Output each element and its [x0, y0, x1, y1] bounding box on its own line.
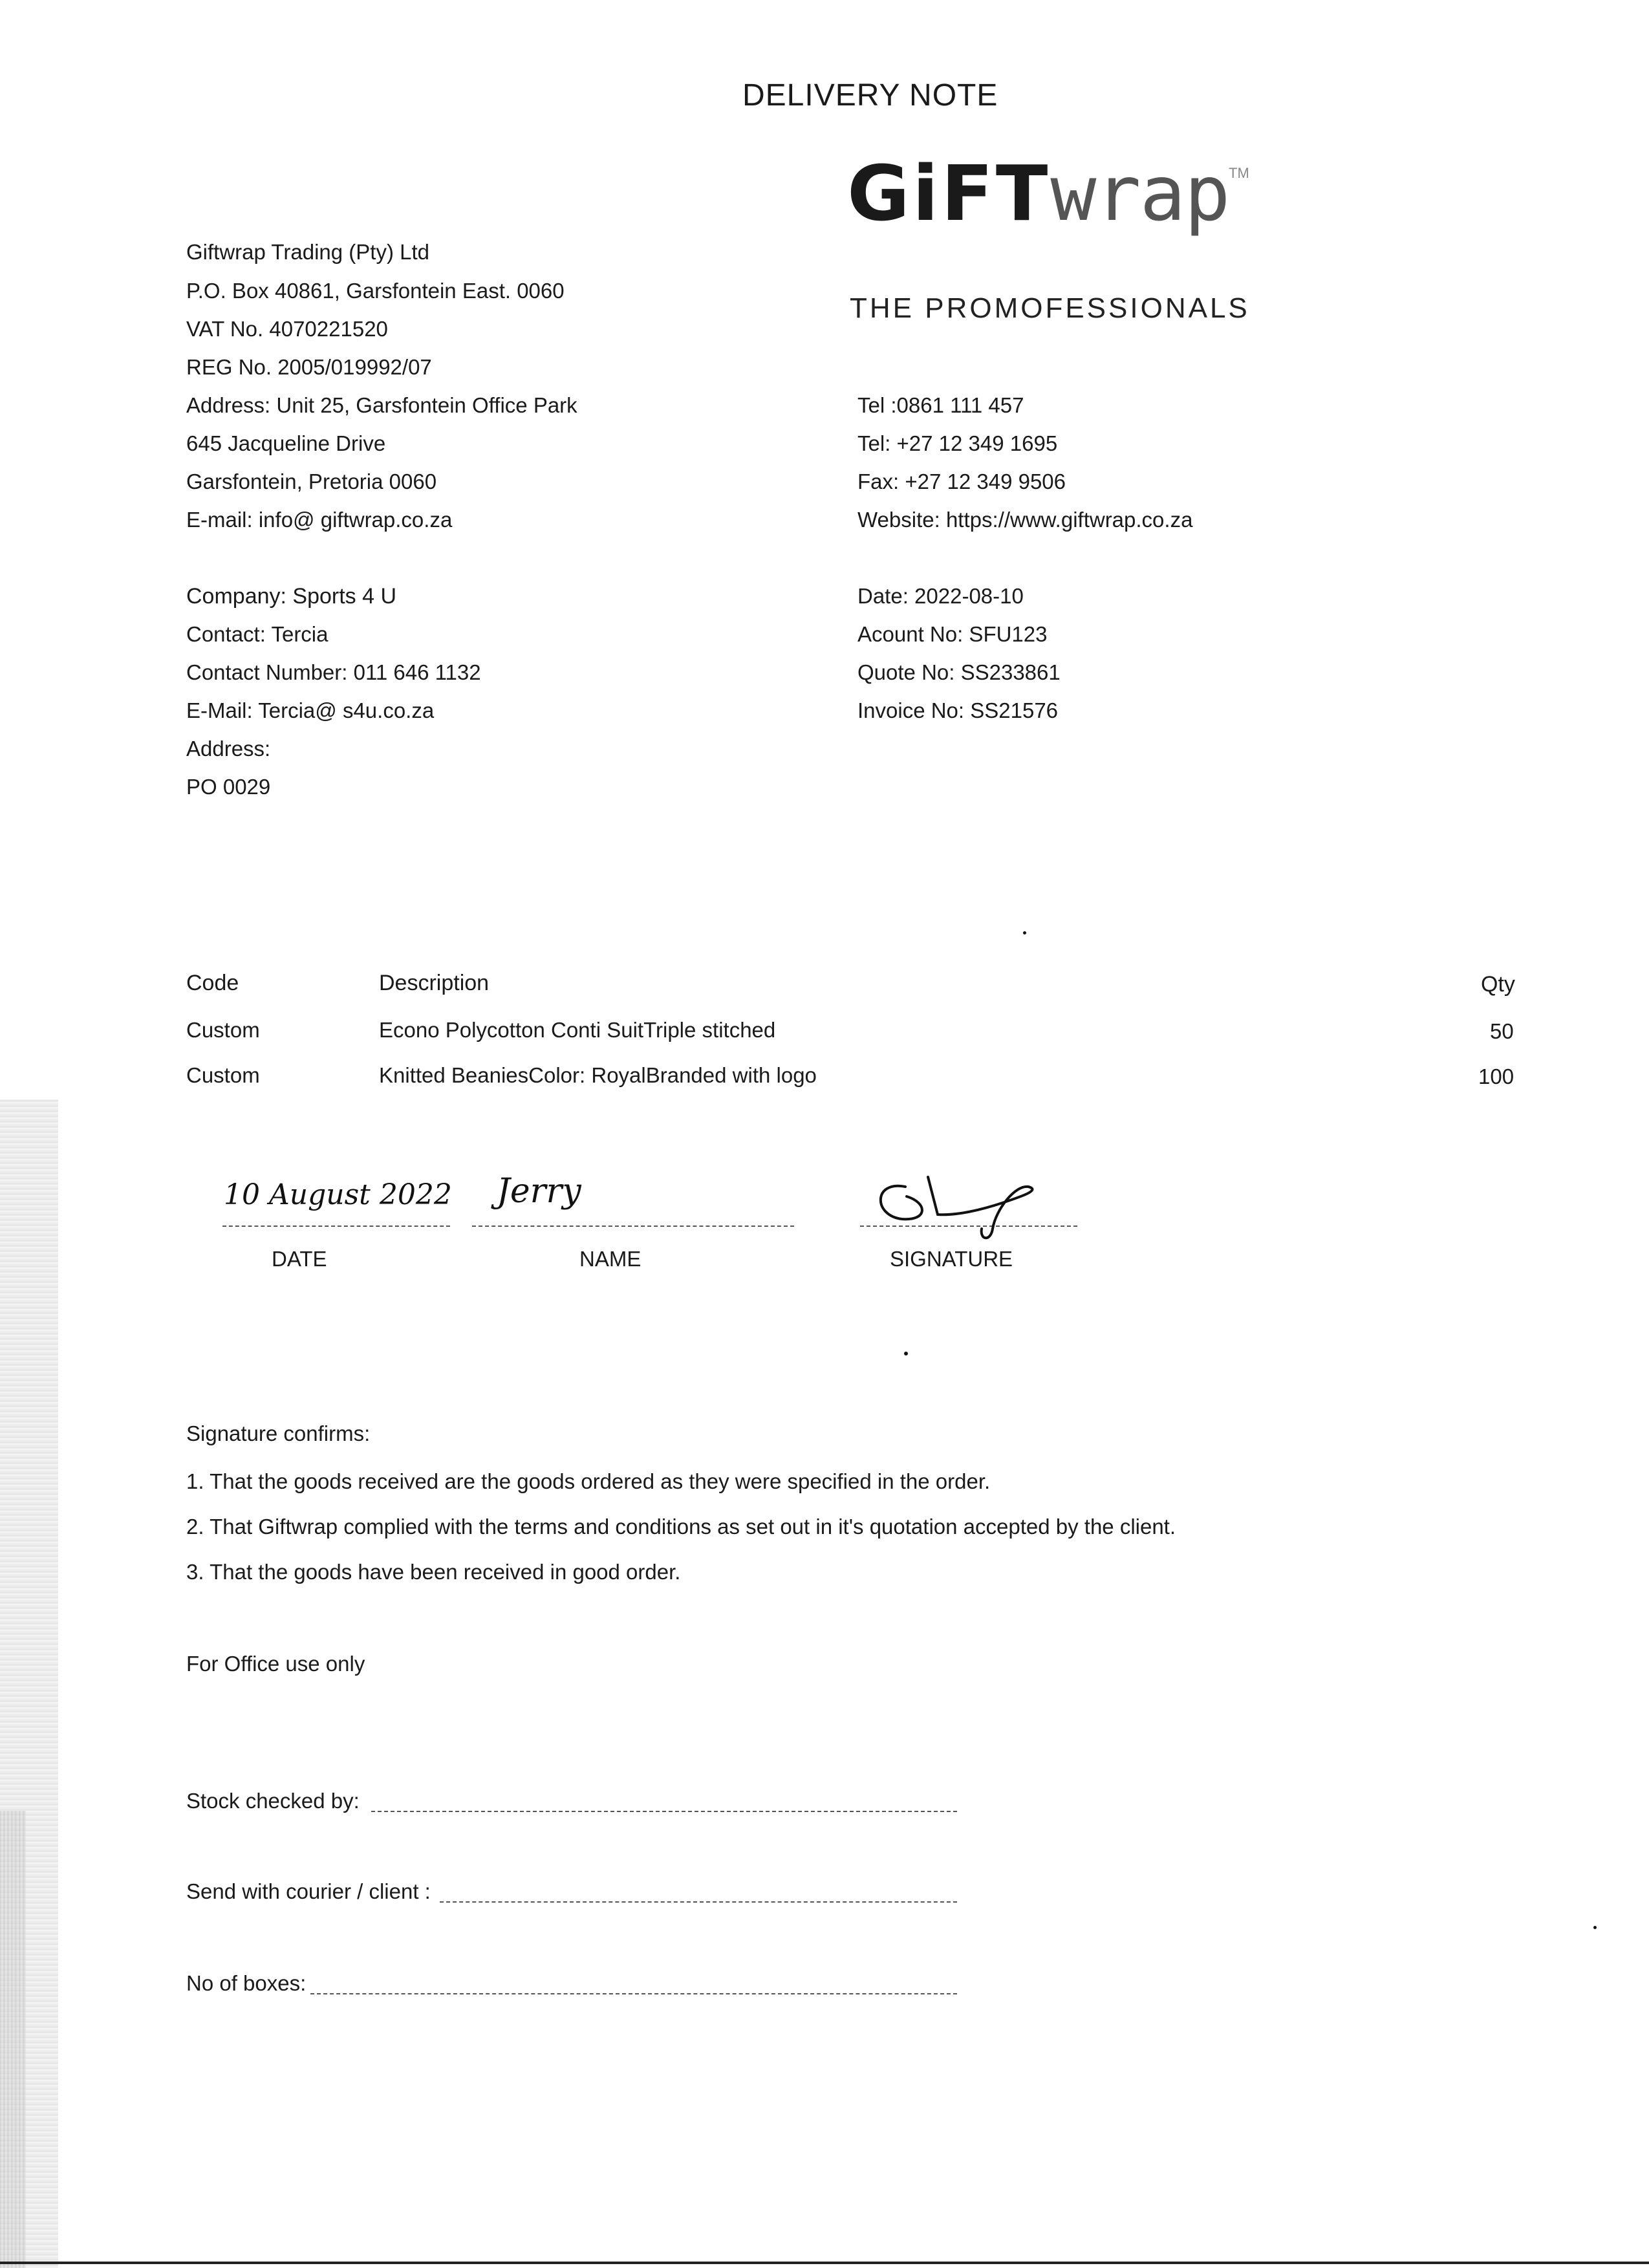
date-label: DATE	[272, 1247, 327, 1271]
header-description: Description	[379, 971, 490, 995]
date-line	[222, 1226, 450, 1227]
confirmation-heading: Signature confirms:	[186, 1421, 371, 1445]
account-number: Acount No: SFU123	[857, 622, 1048, 646]
fax: Fax: +27 12 349 9506	[857, 470, 1066, 493]
supplier-email: E-mail: info@ giftwrap.co.za	[186, 508, 453, 532]
header-code: Code	[186, 971, 239, 995]
stock-checked-line	[371, 1811, 957, 1812]
logo-trademark: TM	[1229, 165, 1249, 181]
tel-1: Tel :0861 111 457	[857, 393, 1024, 417]
scan-bottom-border	[0, 2262, 1649, 2264]
boxes-line	[310, 1993, 957, 1994]
logo-brand-a: GiFT	[847, 149, 1051, 238]
speck	[1593, 1926, 1597, 1929]
send-with-label: Send with courier / client :	[186, 1879, 431, 1903]
order-date: Date: 2022-08-10	[857, 584, 1024, 608]
confirmation-item: 1. That the goods received are the goods ordered as they were specified in the order.	[186, 1469, 991, 1493]
office-heading: For Office use only	[186, 1652, 365, 1676]
speck	[904, 1352, 908, 1355]
customer-contact: Contact: Tercia	[186, 622, 329, 646]
name-line	[472, 1226, 794, 1227]
handwritten-name: Jerry	[497, 1172, 581, 1211]
supplier-address-3: Garsfontein, Pretoria 0060	[186, 470, 437, 493]
confirmation-item: 3. That the goods have been received in good order.	[186, 1560, 681, 1584]
scan-edge-artifact	[0, 1811, 26, 2268]
company-logo	[847, 149, 1229, 238]
signature-scribble	[867, 1164, 1061, 1248]
supplier-po-box: P.O. Box 40861, Garsfontein East. 0060	[186, 279, 565, 303]
tel-2: Tel: +27 12 349 1695	[857, 431, 1058, 455]
logo-brand-b: wrap	[1050, 149, 1229, 238]
row-code: Custom	[186, 1018, 260, 1042]
header-qty: Qty	[1481, 972, 1515, 997]
supplier-name: Giftwrap Trading (Pty) Ltd	[186, 240, 429, 264]
stock-checked-label: Stock checked by:	[186, 1789, 360, 1813]
supplier-vat: VAT No. 4070221520	[186, 317, 388, 341]
confirmation-item: 2. That Giftwrap complied with the terms and conditions as set out in it's quotation accepted by the client.	[186, 1515, 1176, 1539]
send-with-line	[440, 1901, 957, 1903]
customer-contact-number: Contact Number: 011 646 1132	[186, 660, 481, 684]
invoice-number: Invoice No: SS21576	[857, 698, 1059, 722]
speck	[1023, 931, 1026, 934]
row-qty: 50	[1490, 1019, 1514, 1043]
customer-company: Company: Sports 4 U	[186, 584, 397, 609]
supplier-address-2: 645 Jacqueline Drive	[186, 431, 386, 455]
boxes-label: No of boxes:	[186, 1971, 307, 1995]
document-title: DELIVERY NOTE	[742, 78, 998, 113]
signature-label: SIGNATURE	[890, 1247, 1013, 1271]
name-label: NAME	[579, 1247, 641, 1271]
logo-tagline: THE PROMOFESSIONALS	[850, 292, 1250, 324]
row-code: Custom	[186, 1063, 260, 1087]
supplier-address-1: Address: Unit 25, Garsfontein Office Park	[186, 393, 577, 417]
quote-number: Quote No: SS233861	[857, 660, 1061, 684]
supplier-reg: REG No. 2005/019992/07	[186, 355, 432, 379]
handwritten-date: 10 August 2022	[224, 1178, 452, 1211]
customer-address: Address:	[186, 737, 271, 761]
website: Website: https://www.giftwrap.co.za	[857, 508, 1193, 532]
row-description: Econo Polycotton Conti SuitTriple stitched	[379, 1018, 776, 1042]
customer-po: PO 0029	[186, 775, 271, 799]
row-qty: 100	[1478, 1064, 1514, 1088]
row-description: Knitted BeaniesColor: RoyalBranded with logo	[379, 1063, 817, 1087]
customer-email: E-Mail: Tercia@ s4u.co.za	[186, 698, 435, 722]
